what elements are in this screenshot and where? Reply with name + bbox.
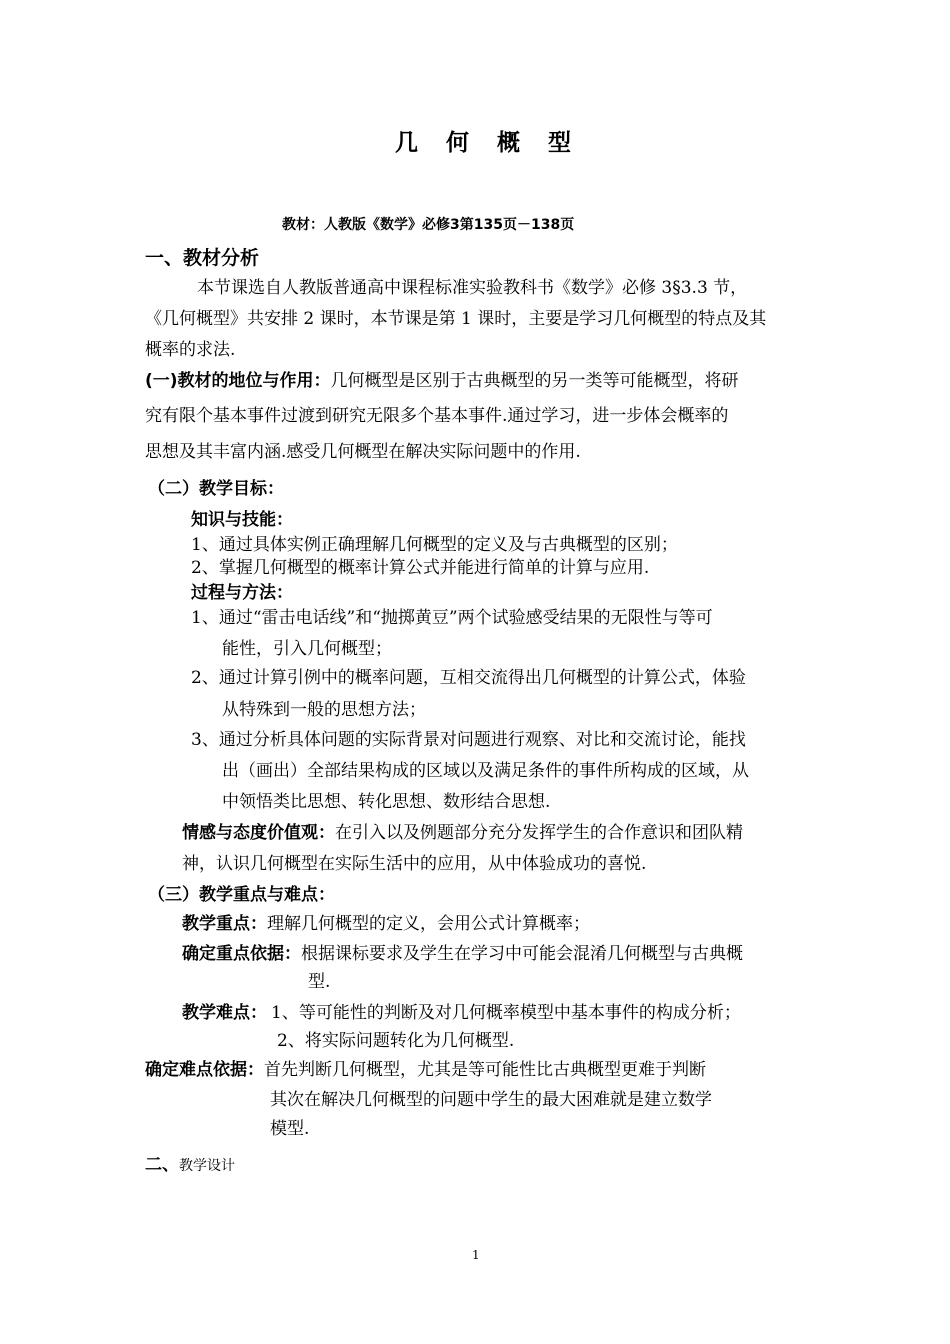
focus-basis-label: 确定重点依据： [182, 944, 301, 964]
process-item: 2、通过计算引例中的概率问题，互相交流得出几何概型的计算公式，体验 [191, 668, 746, 688]
goals-heading: （二）教学目标： [148, 479, 284, 499]
emotion-paragraph [182, 822, 743, 844]
document-title: 几 何 概 型 [395, 130, 582, 156]
intro-line-1: 本节课选自人教版普通高中课程标准实验教科书《数学》必修 3§3.3 节， [197, 278, 748, 298]
difficulty-basis-text: 首先判断几何概型，尤其是等可能性比古典概型更难于判断 [264, 1060, 706, 1080]
emotion-label: 情感与态度价值观： [182, 823, 335, 843]
process-item: 1、通过“雷击电话线”和“抛掷黄豆”两个试验感受结果的无限性与等可 [191, 608, 713, 628]
difficulty-cont: 2、将实际问题转化为几何概型. [277, 1031, 515, 1051]
section-heading-1: 一、教材分析 [145, 247, 260, 269]
source-line: 教材：人教版《数学》必修3第135页－138页 [282, 217, 575, 233]
emotion-line: 神，认识几何概型在实际生活中的应用，从中体验成功的喜悦. [182, 854, 647, 874]
difficulty-text: 1、等可能性的判断及对几何概率模型中基本事件的构成分析； [271, 1003, 741, 1023]
difficulty-basis-cont: 模型. [270, 1119, 310, 1139]
process-label: 过程与方法： [191, 583, 293, 603]
process-item: 3、通过分析具体问题的实际背景对问题进行观察、对比和交流讨论，能找 [191, 730, 746, 750]
process-item-cont: 出（画出）全部结果构成的区域以及满足条件的事件所构成的区域，从 [222, 761, 749, 781]
status-paragraph [145, 370, 739, 392]
section-2-title: 教学设计 [179, 1158, 235, 1174]
section-2-prefix: 二、 [145, 1155, 179, 1175]
knowledge-item: 1、通过具体实例正确理解几何概型的定义及与古典概型的区别； [191, 535, 678, 555]
page-number: 1 [472, 1248, 480, 1262]
process-item-cont: 从特殊到一般的思想方法； [222, 700, 426, 720]
focus-row [182, 913, 590, 935]
difficulty-row [182, 1002, 741, 1024]
status-line: 思想及其丰富内涵.感受几何概型在解决实际问题中的作用. [145, 442, 581, 462]
knowledge-item: 2、掌握几何概型的概率计算公式并能进行简单的计算与应用. [191, 558, 650, 578]
process-item-cont: 能性，引入几何概型； [222, 639, 392, 659]
status-line: 几何概型是区别于古典概型的另一类等可能概型，将研 [330, 371, 739, 391]
status-line: 究有限个基本事件过渡到研究无限多个基本事件.通过学习，进一步体会概率的 [145, 406, 729, 426]
focus-text: 理解几何概型的定义，会用公式计算概率； [267, 914, 590, 934]
section-heading-2 [145, 1150, 235, 1175]
difficulty-label: 教学难点： [182, 1003, 267, 1023]
difficulty-basis-row [145, 1059, 706, 1081]
process-item-cont: 中领悟类比思想、转化思想、数形结合思想. [222, 792, 551, 812]
difficulty-basis-label: 确定难点依据： [145, 1060, 264, 1080]
focus-basis-text: 根据课标要求及学生在学习中可能会混淆几何概型与古典概 [301, 944, 743, 964]
emotion-line: 在引入以及例题部分充分发挥学生的合作意识和团队精 [335, 823, 743, 843]
focus-basis-row [182, 943, 743, 965]
intro-line-3: 概率的求法. [145, 340, 236, 360]
focus-label: 教学重点： [182, 914, 267, 934]
knowledge-label: 知识与技能： [191, 510, 293, 530]
difficulty-basis-cont: 其次在解决几何概型的问题中学生的最大困难就是建立数学 [270, 1090, 712, 1110]
focus-basis-cont: 型. [308, 972, 331, 992]
status-label: (一)教材的地位与作用： [145, 371, 331, 391]
keypoints-heading: （三）教学重点与难点： [148, 885, 335, 905]
intro-line-2: 《几何概型》共安排 2 课时，本节课是第 1 课时，主要是学习几何概型的特点及其 [145, 309, 767, 329]
